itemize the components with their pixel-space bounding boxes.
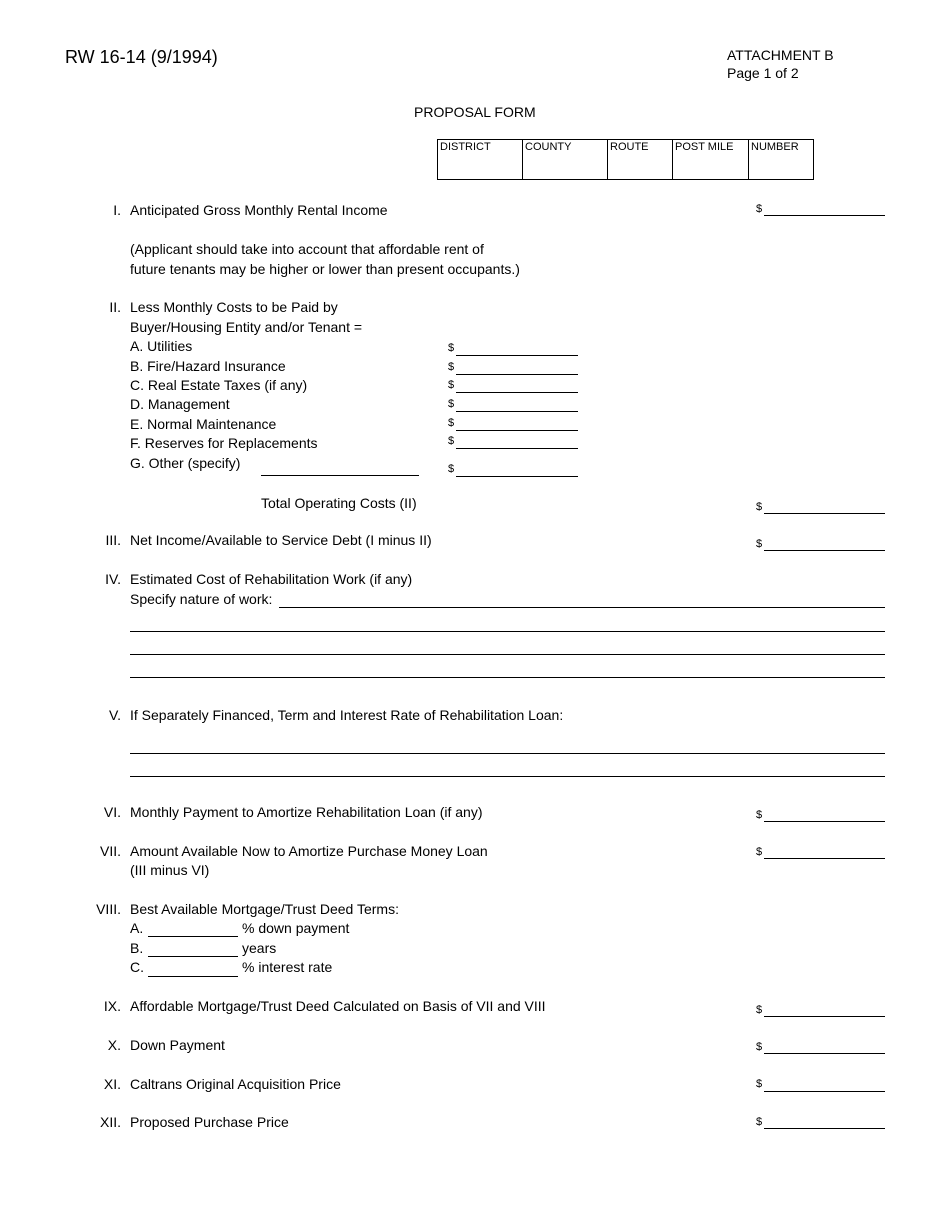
id-column-header: COUNTY	[525, 141, 572, 153]
section-8-label: Best Available Mortgage/Trust Deed Terms:	[130, 901, 399, 917]
id-cell-district[interactable]	[438, 140, 523, 180]
cost-item-label: A. Utilities	[130, 338, 193, 354]
section-number: III.	[105, 532, 121, 548]
total-operating-costs-label: Total Operating Costs (II)	[261, 495, 417, 511]
work-description-line[interactable]	[130, 654, 885, 655]
amount-available-field[interactable]	[764, 858, 885, 859]
insurance-field[interactable]	[456, 374, 578, 375]
section-4-label: Estimated Cost of Rehabilitation Work (if any)	[130, 571, 413, 587]
dollar-sign: $	[756, 1004, 763, 1016]
term-letter: B.	[130, 940, 144, 956]
section-number: II.	[109, 299, 121, 315]
page-title: PROPOSAL FORM	[414, 104, 536, 120]
id-cell-number[interactable]	[749, 140, 814, 180]
dollar-sign: $	[448, 435, 455, 447]
dollar-sign: $	[756, 538, 763, 550]
taxes-field[interactable]	[456, 392, 578, 393]
section-1-note: future tenants may be higher or lower than present occupants.)	[130, 261, 520, 277]
cost-item-label: D. Management	[130, 396, 230, 412]
id-cell-post-mile[interactable]	[673, 140, 749, 180]
dollar-sign: $	[756, 501, 763, 513]
dollar-sign: $	[448, 361, 455, 373]
cost-item-label: G. Other (specify)	[130, 455, 241, 471]
dollar-sign: $	[448, 417, 455, 429]
down-payment-percent-field[interactable]	[148, 936, 238, 937]
id-column-header: POST MILE	[675, 141, 734, 153]
dollar-sign: $	[448, 398, 455, 410]
section-number: V.	[109, 707, 121, 723]
section-7-label: (III minus VI)	[130, 862, 210, 878]
dollar-sign: $	[448, 379, 455, 391]
years-field[interactable]	[148, 956, 238, 957]
dollar-sign: $	[756, 203, 763, 215]
work-description-line[interactable]	[279, 607, 885, 608]
section-number: IV.	[105, 571, 121, 587]
rehab-payment-field[interactable]	[764, 821, 885, 822]
section-number: X.	[107, 1037, 121, 1053]
page-number: Page 1 of 2	[727, 65, 799, 81]
term-label: % interest rate	[242, 959, 333, 975]
section-2-label: Less Monthly Costs to be Paid by	[130, 299, 338, 315]
section-number: I.	[113, 202, 121, 218]
term-letter: A.	[130, 920, 144, 936]
other-specify-field[interactable]	[261, 475, 419, 476]
section-10-label: Down Payment	[130, 1037, 225, 1053]
dollar-sign: $	[756, 1041, 763, 1053]
work-description-line[interactable]	[130, 677, 885, 678]
management-field[interactable]	[456, 411, 578, 412]
proposed-price-field[interactable]	[764, 1128, 885, 1129]
maintenance-field[interactable]	[456, 430, 578, 431]
section-number: XII.	[99, 1114, 121, 1130]
loan-terms-line[interactable]	[130, 753, 885, 754]
section-7-label: Amount Available Now to Amortize Purchase Money Loan	[130, 843, 488, 859]
id-cell-route[interactable]	[608, 140, 673, 180]
id-column-header: DISTRICT	[440, 141, 491, 153]
id-cell-county[interactable]	[523, 140, 608, 180]
total-operating-costs-field[interactable]	[764, 513, 885, 514]
section-number: VI.	[103, 804, 121, 820]
form-id: RW 16-14 (9/1994)	[65, 47, 218, 67]
acquisition-price-field[interactable]	[764, 1091, 885, 1092]
cost-item-label: F. Reserves for Replacements	[130, 435, 318, 451]
down-payment-field[interactable]	[764, 1053, 885, 1054]
term-label: years	[242, 940, 277, 956]
id-column-header: NUMBER	[751, 141, 799, 153]
section-3-label: Net Income/Available to Service Debt (I minus II)	[130, 532, 432, 548]
section-number: IX.	[103, 998, 121, 1014]
dollar-sign: $	[756, 846, 763, 858]
section-9-label: Affordable Mortgage/Trust Deed Calculated on Basis of VII and VIII	[130, 998, 546, 1014]
reserves-field[interactable]	[456, 448, 578, 449]
gross-income-field[interactable]	[764, 215, 885, 216]
section-11-label: Caltrans Original Acquisition Price	[130, 1076, 341, 1092]
dollar-sign: $	[756, 1116, 763, 1128]
section-number: XI.	[103, 1076, 121, 1092]
term-letter: C.	[130, 959, 144, 975]
id-table	[437, 139, 814, 180]
id-column-header: ROUTE	[610, 141, 649, 153]
attachment-label: ATTACHMENT B	[727, 47, 834, 63]
cost-item-label: C. Real Estate Taxes (if any)	[130, 377, 308, 393]
dollar-sign: $	[756, 809, 763, 821]
cost-item-label: E. Normal Maintenance	[130, 416, 277, 432]
section-2-label: Buyer/Housing Entity and/or Tenant =	[130, 319, 363, 335]
dollar-sign: $	[756, 1078, 763, 1090]
section-12-label: Proposed Purchase Price	[130, 1114, 289, 1130]
utilities-field[interactable]	[456, 355, 578, 356]
interest-rate-field[interactable]	[148, 976, 238, 977]
section-1-label: Anticipated Gross Monthly Rental Income	[130, 202, 388, 218]
net-income-field[interactable]	[764, 550, 885, 551]
section-1-note: (Applicant should take into account that affordable rent of	[130, 241, 484, 257]
loan-terms-line[interactable]	[130, 776, 885, 777]
section-number: VII.	[99, 843, 121, 859]
specify-work-label: Specify nature of work:	[130, 591, 273, 607]
cost-item-label: B. Fire/Hazard Insurance	[130, 358, 286, 374]
section-5-label: If Separately Financed, Term and Interest Rate of Rehabilitation Loan:	[130, 707, 564, 723]
other-amount-field[interactable]	[456, 476, 578, 477]
term-label: % down payment	[242, 920, 350, 936]
work-description-line[interactable]	[130, 631, 885, 632]
dollar-sign: $	[448, 342, 455, 354]
dollar-sign: $	[448, 463, 455, 475]
section-6-label: Monthly Payment to Amortize Rehabilitation Loan (if any)	[130, 804, 483, 820]
section-number: VIII.	[96, 901, 121, 917]
affordable-mortgage-field[interactable]	[764, 1016, 885, 1017]
